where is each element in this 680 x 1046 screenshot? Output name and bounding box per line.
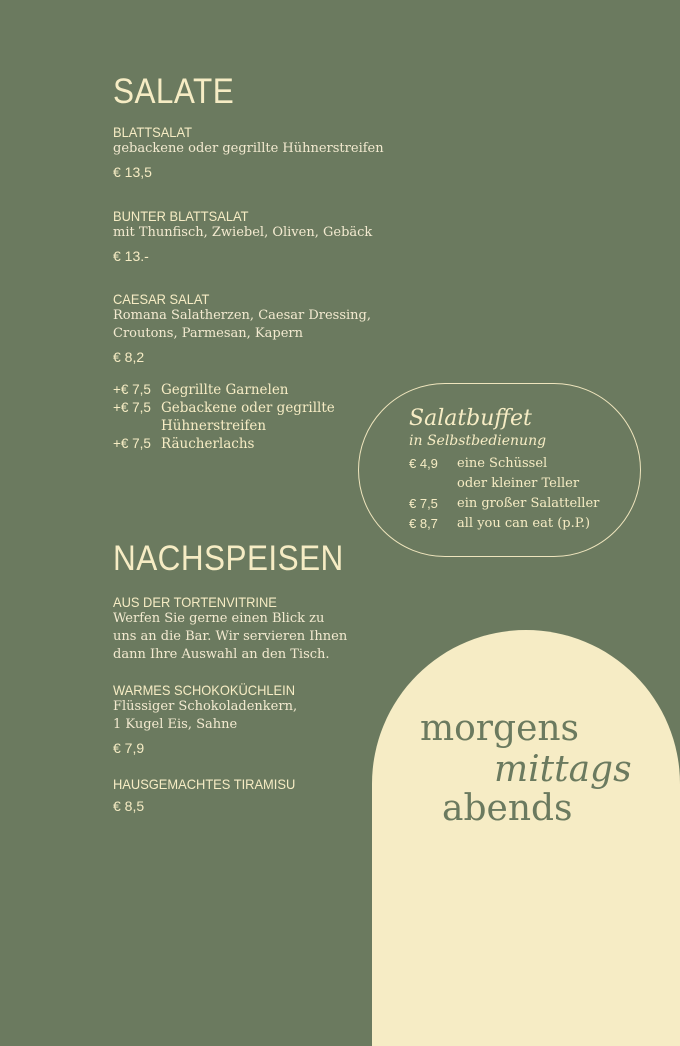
buffet-label: ein großer Salatteller bbox=[457, 496, 600, 511]
item-desc: Flüssiger Schokoladenkern, bbox=[113, 699, 298, 714]
salatbuffet-box bbox=[358, 383, 641, 557]
item-price: € 13,5 bbox=[113, 164, 152, 180]
extra-label bbox=[161, 399, 335, 435]
item-desc: Croutons, Parmesan, Kapern bbox=[113, 326, 303, 341]
item-name: HAUSGEMACHTES TIRAMISU bbox=[113, 776, 296, 792]
extra-row bbox=[113, 399, 373, 435]
buffet-price-list bbox=[409, 454, 639, 534]
buffet-row bbox=[409, 494, 639, 514]
extra-label: Räucherlachs bbox=[161, 436, 255, 452]
item-desc: Romana Salatherzen, Caesar Dressing, bbox=[113, 308, 372, 323]
extra-row bbox=[113, 435, 373, 453]
item-name: BUNTER BLATTSALAT bbox=[113, 208, 249, 224]
buffet-price: € 7,5 bbox=[409, 496, 438, 511]
item-desc: uns an die Bar. Wir servieren Ihnen bbox=[113, 629, 348, 644]
menu-item-caesar-salat bbox=[113, 291, 443, 365]
item-name: CAESAR SALAT bbox=[113, 291, 210, 307]
extra-label: Gegrillte Garnelen bbox=[161, 382, 289, 398]
item-desc: Werfen Sie gerne einen Blick zu bbox=[113, 611, 325, 626]
salate-heading: SALATE bbox=[113, 72, 235, 111]
tagline-morgens: morgens bbox=[420, 708, 580, 749]
extra-row bbox=[113, 381, 373, 399]
tagline-mittags: mittags bbox=[494, 749, 632, 790]
extra-price: +€ 7,5 bbox=[113, 400, 151, 415]
extra-price: +€ 7,5 bbox=[113, 382, 151, 397]
buffet-price: € 8,7 bbox=[409, 516, 438, 531]
menu-item-bunter-blattsalat bbox=[113, 208, 443, 264]
buffet-row bbox=[409, 454, 639, 494]
buffet-price: € 4,9 bbox=[409, 456, 438, 471]
item-name: WARMES SCHOKOKÜCHLEIN bbox=[113, 682, 296, 698]
item-price: € 7,9 bbox=[113, 740, 145, 756]
item-desc: gebackene oder gegrillte Hühnerstreifen bbox=[113, 141, 384, 156]
menu-item-blattsalat bbox=[113, 124, 443, 180]
item-desc: 1 Kugel Eis, Sahne bbox=[113, 717, 238, 732]
buffet-subtitle: in Selbstbedienung bbox=[409, 433, 547, 449]
tagline-abends: abends bbox=[442, 788, 573, 829]
item-price: € 8,5 bbox=[113, 798, 145, 814]
buffet-title: Salatbuffet bbox=[409, 406, 532, 431]
item-name: BLATTSALAT bbox=[113, 124, 192, 140]
salad-extras bbox=[113, 381, 373, 453]
buffet-row bbox=[409, 514, 639, 534]
extra-price: +€ 7,5 bbox=[113, 436, 151, 451]
buffet-label bbox=[457, 454, 579, 494]
item-price: € 8,2 bbox=[113, 349, 145, 365]
extra-label-line: Hühnerstreifen bbox=[161, 418, 267, 434]
item-desc: dann Ihre Auswahl an den Tisch. bbox=[113, 647, 330, 662]
item-name: AUS DER TORTENVITRINE bbox=[113, 594, 277, 610]
item-price: € 13.- bbox=[113, 248, 149, 264]
buffet-label-line: eine Schüssel bbox=[457, 456, 548, 471]
buffet-label: all you can eat (p.P.) bbox=[457, 516, 591, 531]
nachspeisen-heading: NACHSPEISEN bbox=[113, 539, 344, 578]
extra-label-line: Gebackene oder gegrillte bbox=[161, 400, 335, 416]
decorative-arch bbox=[372, 630, 680, 1046]
buffet-label-line: oder kleiner Teller bbox=[457, 476, 580, 491]
menu-item-tortenvitrine bbox=[113, 594, 443, 664]
item-desc: mit Thunfisch, Zwiebel, Oliven, Gebäck bbox=[113, 225, 373, 240]
